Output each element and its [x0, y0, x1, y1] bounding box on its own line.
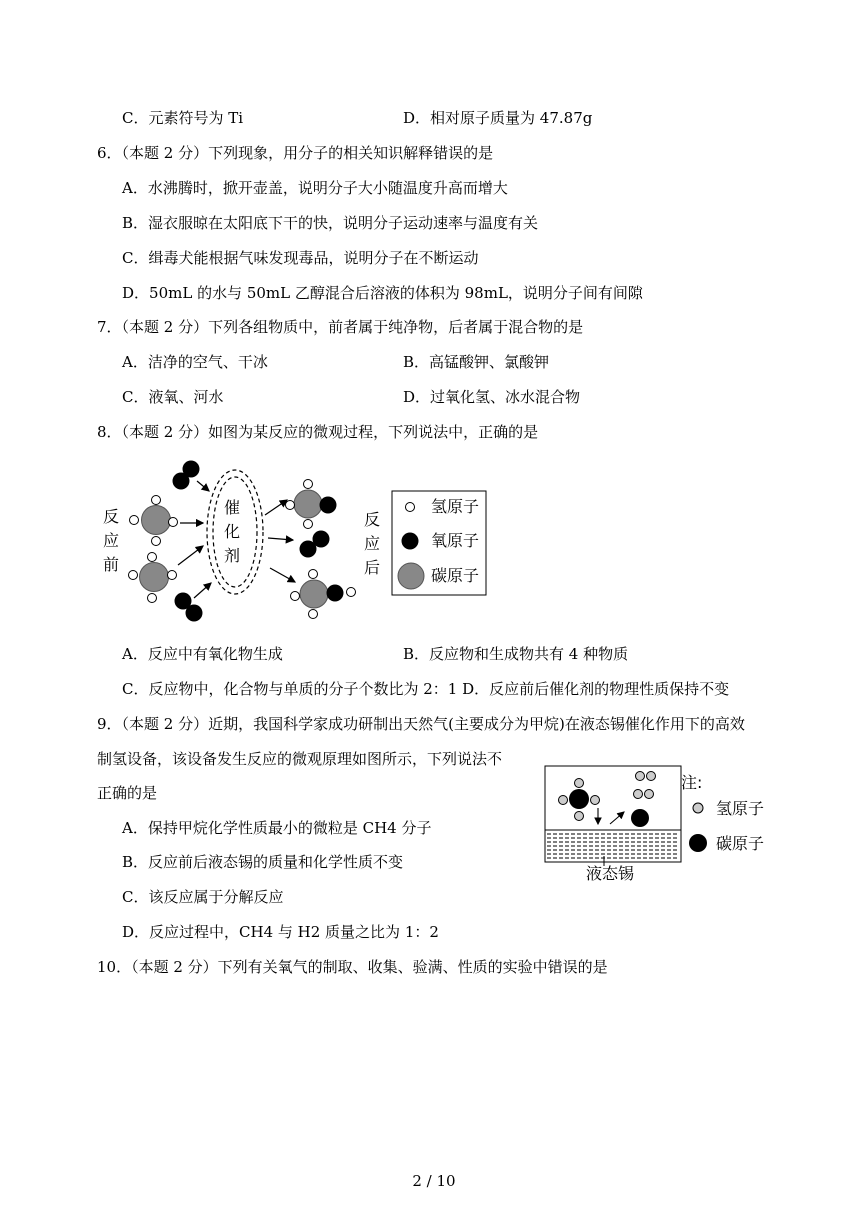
reactant-methane-molecule-bottom — [129, 553, 177, 603]
q7-option-a: A．洁净的空气、干冰 — [122, 353, 268, 371]
after-label-3: 后 — [364, 558, 381, 577]
after-label-1: 反 — [364, 510, 381, 529]
q9-option-d: D．反应过程中，CH4 与 H2 质量之比为 1：2 — [122, 923, 439, 941]
product-molecule-bottom — [291, 570, 356, 619]
q5-option-d: D．相对原子质量为 47.87g — [403, 109, 593, 127]
q7-stem: 7．（本题 2 分）下列各组物质中，前者属于纯净物，后者属于混合物的是 — [97, 318, 584, 336]
q9-option-b: B．反应前后液态锡的质量和化学性质不变 — [122, 853, 404, 871]
reactant-methane-molecule-top — [130, 496, 178, 546]
q9-legend-carbon-label: 碳原子 — [716, 834, 765, 853]
page-number: 2 / 10 — [412, 1172, 456, 1190]
before-label-3: 前 — [103, 555, 120, 574]
q9-liquid-tin-label: 液态锡 — [586, 864, 635, 883]
reactant-oxygen-molecule-bottom — [175, 593, 203, 622]
catalyst-label-2: 化 — [224, 522, 241, 541]
q6-option-d: D．50mL 的水与 50mL 乙醇混合后溶液的体积为 98mL，说明分子间有间隙 — [122, 284, 643, 302]
q9-note-label: 注: — [681, 773, 703, 792]
q9-legend-hydrogen-label: 氢原子 — [716, 799, 765, 818]
legend-oxygen-label: 氧原子 — [431, 531, 480, 550]
q7-option-b: B．高锰酸钾、氯酸钾 — [403, 353, 550, 371]
reactant-oxygen-molecule-top — [173, 461, 200, 490]
q9-stem-line-1: 9．（本题 2 分）近期，我国科学家成功研制出天然气(主要成分为甲烷)在液态锡催化作用下的高效 — [97, 715, 745, 733]
q6-option-c: C．缉毒犬能根据气味发现毒品，说明分子在不断运动 — [122, 249, 479, 267]
q6-stem: 6．（本题 2 分）下列现象，用分子的相关知识解释错误的是 — [97, 144, 494, 162]
q9-stem-line-2: 制氢设备，该设备发生反应的微观原理如图所示，下列说法不 — [97, 750, 503, 768]
q6-option-b: B．湿衣服晾在太阳底下干的快，说明分子运动速率与温度有关 — [122, 214, 539, 232]
q9-option-c: C．该反应属于分解反应 — [122, 888, 284, 906]
before-label-2: 应 — [103, 531, 120, 550]
q7-option-c: C．液氧、河水 — [122, 388, 224, 406]
before-label-1: 反 — [103, 507, 120, 526]
q6-option-a: A．水沸腾时，掀开壶盖，说明分子大小随温度升高而增大 — [122, 179, 508, 197]
q7-option-d: D．过氧化氢、冰水混合物 — [403, 388, 581, 406]
product-oxygen-molecule — [300, 531, 330, 558]
q10-stem: 10．（本题 2 分）下列有关氧气的制取、收集、验满、性质的实验中错误的是 — [97, 958, 608, 976]
q8-option-a: A．反应中有氧化物生成 — [122, 645, 283, 663]
q8-option-cd: C．反应物中，化合物与单质的分子个数比为 2：1 D．反应前后催化剂的物理性质保持不变 — [122, 680, 730, 698]
q9-stem-line-3: 正确的是 — [97, 784, 158, 802]
product-molecule-top — [286, 480, 337, 529]
catalyst-label-1: 催 — [224, 498, 241, 517]
catalyst-label-3: 剂 — [224, 546, 241, 565]
q8-stem: 8．（本题 2 分）如图为某反应的微观过程，下列说法中，正确的是 — [97, 423, 539, 441]
q8-option-b: B．反应物和生成物共有 4 种物质 — [403, 645, 629, 663]
q9-option-a: A．保持甲烷化学性质最小的微粒是 CH4 分子 — [122, 819, 432, 837]
legend-carbon-label: 碳原子 — [431, 566, 480, 585]
q5-option-c: C．元素符号为 Ti — [122, 109, 244, 127]
after-label-2: 应 — [364, 534, 381, 553]
legend-hydrogen-label: 氢原子 — [431, 497, 480, 516]
